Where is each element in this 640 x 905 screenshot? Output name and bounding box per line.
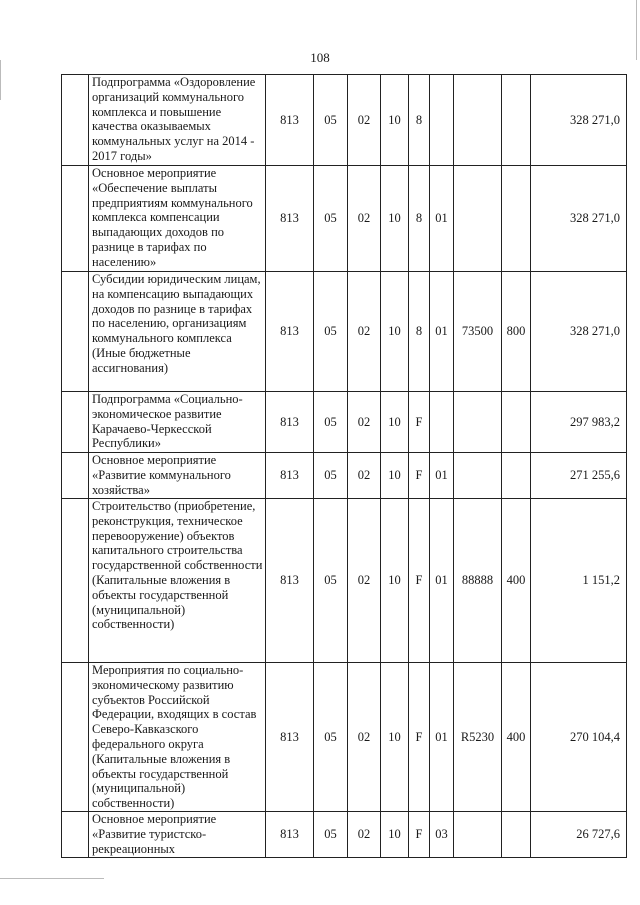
table-row (62, 663, 627, 812)
blank-cell (62, 499, 89, 663)
direction-code (454, 453, 502, 499)
amount-value: 328 271,0 (531, 75, 627, 166)
section-code: 05 (314, 499, 348, 663)
direction-code: 73500 (454, 272, 502, 392)
table-row (62, 453, 627, 499)
amount-value: 297 983,2 (531, 392, 627, 453)
program-code: 10 (381, 499, 409, 663)
subprogram-code: F (409, 812, 430, 858)
scan-mark (636, 0, 637, 60)
direction-code (454, 392, 502, 453)
blank-cell (62, 392, 89, 453)
blank-cell (62, 812, 89, 858)
expense-type-code: 400 (502, 663, 531, 812)
program-code: 10 (381, 166, 409, 272)
amount-value: 26 727,6 (531, 812, 627, 858)
subsection-code: 02 (348, 663, 381, 812)
direction-code: R5230 (454, 663, 502, 812)
expense-type-code (502, 812, 531, 858)
table-row (62, 499, 627, 663)
row-name: Основное мероприятие «Обеспечение выплаты предприятиям коммунального комплекса компенсации выпадающих доходов по разнице в тарифах по населению» (89, 166, 266, 272)
ministry-code: 813 (266, 272, 314, 392)
table-row (62, 812, 627, 858)
expense-type-code: 400 (502, 499, 531, 663)
event-code: 01 (430, 272, 454, 392)
blank-cell (62, 453, 89, 499)
row-name: Субсидии юридическим лицам, на компенсацию выпадающих доходов по разнице в тарифах по населению, организациям коммунального комплекса (Иные бюджетные ассигнования) (89, 272, 266, 392)
event-code (430, 392, 454, 453)
direction-code (454, 166, 502, 272)
section-code: 05 (314, 663, 348, 812)
budget-table (61, 74, 627, 858)
blank-cell (62, 166, 89, 272)
event-code: 01 (430, 499, 454, 663)
section-code: 05 (314, 392, 348, 453)
program-code: 10 (381, 453, 409, 499)
subprogram-code: F (409, 499, 430, 663)
program-code: 10 (381, 812, 409, 858)
row-name: Основное мероприятие «Развитие туристско-рекреационных (89, 812, 266, 858)
table-row (62, 272, 627, 392)
amount-value: 270 104,4 (531, 663, 627, 812)
program-code: 10 (381, 272, 409, 392)
subsection-code: 02 (348, 75, 381, 166)
expense-type-code: 800 (502, 272, 531, 392)
direction-code (454, 75, 502, 166)
subsection-code: 02 (348, 812, 381, 858)
subprogram-code: 8 (409, 272, 430, 392)
ministry-code: 813 (266, 392, 314, 453)
blank-cell (62, 75, 89, 166)
amount-value: 271 255,6 (531, 453, 627, 499)
row-name: Основное мероприятие «Развитие коммунального хозяйства» (89, 453, 266, 499)
subprogram-code: 8 (409, 166, 430, 272)
event-code: 03 (430, 812, 454, 858)
blank-cell (62, 272, 89, 392)
expense-type-code (502, 166, 531, 272)
subsection-code: 02 (348, 453, 381, 499)
subprogram-code: F (409, 453, 430, 499)
table-row (62, 166, 627, 272)
program-code: 10 (381, 663, 409, 812)
blank-cell (62, 663, 89, 812)
section-code: 05 (314, 272, 348, 392)
subsection-code: 02 (348, 166, 381, 272)
scan-mark (0, 60, 1, 100)
page-number: 108 (310, 50, 330, 65)
expense-type-code (502, 392, 531, 453)
amount-value: 328 271,0 (531, 272, 627, 392)
section-code: 05 (314, 75, 348, 166)
program-code: 10 (381, 392, 409, 453)
subsection-code: 02 (348, 392, 381, 453)
section-code: 05 (314, 453, 348, 499)
program-code: 10 (381, 75, 409, 166)
direction-code (454, 812, 502, 858)
amount-value: 1 151,2 (531, 499, 627, 663)
subprogram-code: F (409, 392, 430, 453)
table-row (62, 392, 627, 453)
row-name: Строительство (приобретение, реконструкция, техническое перевооружение) объектов капитального строительства государственной собственности (Капитальные вложения в объекты государственной (муниципальной) собственности) (89, 499, 266, 663)
table-row (62, 75, 627, 166)
ministry-code: 813 (266, 812, 314, 858)
subprogram-code: 8 (409, 75, 430, 166)
ministry-code: 813 (266, 663, 314, 812)
subprogram-code: F (409, 663, 430, 812)
event-code (430, 75, 454, 166)
scan-mark (0, 878, 104, 879)
ministry-code: 813 (266, 499, 314, 663)
event-code: 01 (430, 453, 454, 499)
row-name: Подпрограмма «Социально-экономическое развитие Карачаево-Черкесской Республики» (89, 392, 266, 453)
subsection-code: 02 (348, 499, 381, 663)
subsection-code: 02 (348, 272, 381, 392)
expense-type-code (502, 75, 531, 166)
expense-type-code (502, 453, 531, 499)
event-code: 01 (430, 663, 454, 812)
row-name: Подпрограмма «Оздоровление организаций коммунального комплекса и повышение качества оказываемых коммунальных услуг на 2014 - 2017 годы» (89, 75, 266, 166)
ministry-code: 813 (266, 75, 314, 166)
row-name: Мероприятия по социально-экономическому развитию субъектов Российской Федерации, входящих в состав Северо-Кавказского федерального округа (Капитальные вложения в объекты государственной (муниципальной) собственности) (89, 663, 266, 812)
event-code: 01 (430, 166, 454, 272)
section-code: 05 (314, 812, 348, 858)
amount-value: 328 271,0 (531, 166, 627, 272)
ministry-code: 813 (266, 166, 314, 272)
ministry-code: 813 (266, 453, 314, 499)
section-code: 05 (314, 166, 348, 272)
direction-code: 88888 (454, 499, 502, 663)
